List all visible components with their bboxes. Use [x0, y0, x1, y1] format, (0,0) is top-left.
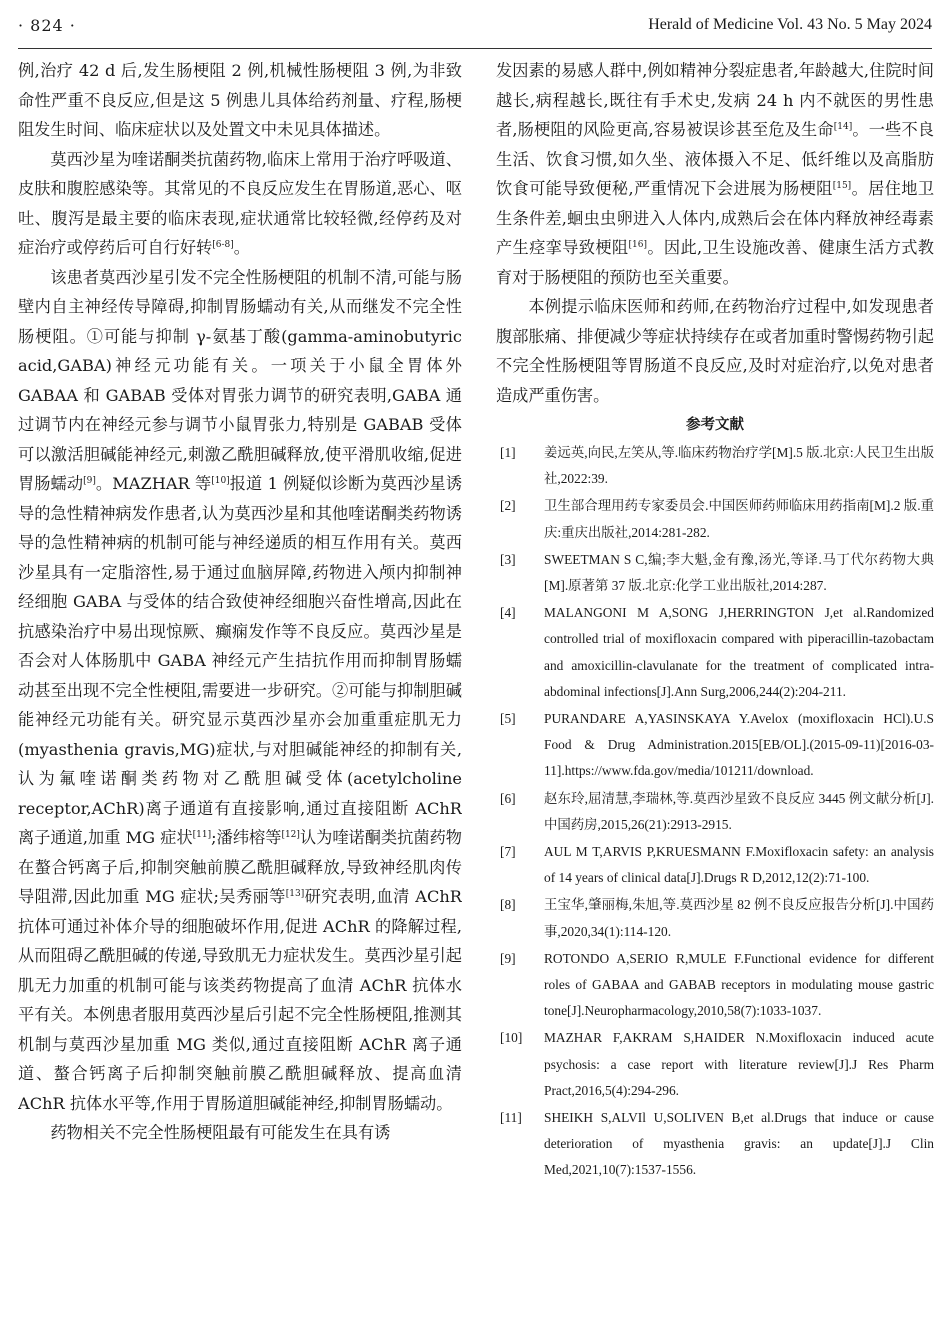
reference-item: [496, 600, 934, 705]
paragraph: 发因素的易感人群中,例如精神分裂症患者,年龄越大,住院时间越长,病程越长,既往有手术史,发病 24 h 内不就医的男性患者,肠梗阻的风险更高,容易被误诊甚至危及生命[14]。一些不良生活、饮食习惯,如久坐、液体摄入不足、低纤维以及高脂肪饮食可能导致便秘,严重情况下会进展为肠梗阻[15]。居住地卫生条件差,蛔虫虫卵进入人体内,成熟后会在体内释放神经毒素产生痉挛导致梗阻[16]。因此,卫生设施改善、健康生活方式教育对于肠梗阻的预防也至关重要。: [496, 61, 934, 287]
reference-item: [496, 547, 934, 599]
reference-number: [7]: [500, 844, 516, 860]
reference-text: 卫生部合理用药专家委员会.中国医师药师临床用药指南[M].2 版.重庆:重庆出版社,2014:281-282.: [544, 498, 934, 540]
page-header: [18, 10, 932, 49]
reference-number: [4]: [500, 605, 516, 621]
reference-item: [496, 706, 934, 785]
reference-number: [1]: [500, 445, 516, 460]
reference-text: SHEIKH S,ALVIl U,SOLIVEN B,et al.Drugs that induce or cause deterioration of myasthenia gravis: an update[J].J Clin Med,2021,10(7):1537-1556.: [544, 1110, 934, 1178]
reference-item: [496, 892, 934, 944]
citation-marker: [6-8]: [212, 240, 234, 250]
reference-text: MALANGONI M A,SONG J,HERRINGTON J,et al.Randomized controlled trial of moxifloxacin compared with piperacillin-tazobactam and amoxicillin-clavulanate for the treatment of complicated intra-abdominal infections[J].Ann Surg,2006,244(2):204-211.: [544, 605, 934, 699]
citation-marker: [12]: [281, 830, 300, 840]
journal-title: Herald of Medicine Vol. 43 No. 5 May 2024: [648, 16, 932, 33]
reference-number: [8]: [500, 897, 516, 913]
citation-marker: [10]: [211, 476, 230, 486]
reference-number: [5]: [500, 711, 516, 727]
reference-list: [496, 440, 934, 1184]
paragraph: 该患者莫西沙星引发不完全性肠梗阻的机制不清,可能与肠壁内自主神经传导障碍,抑制胃肠蠕动有关,从而继发不完全性肠梗阻。①可能与抑制 γ-氨基丁酸(gamma-aminobutyric acid,GABA)神经元功能有关。一项关于小鼠全胃体外 GABAA 和 GABAB 受体对胃张力调节的研究表明,GABA 通过调节内在神经元参与调节小鼠胃张力,特别是 GABAB 受体可以激活胆碱能神经元,刺激乙酰胆碱释放,使平滑肌收缩,促进胃肠蠕动[9]。MAZHAR 等[10]报道 1 例疑似诊断为莫西沙星诱导的急性精神病发作患者,认为莫西沙星和其他喹诺酮类药物诱导的急性精神病的机制可能与神经递质的相互作用有关。莫西沙星具有一定脂溶性,易于通过血脑屏障,药物进入颅内抑制神经细胞 GABA 与受体的结合致使神经细胞兴奋性增高,因此在抗感染治疗中易出现惊厥、癫痫发作等不良反应。莫西沙星是否会对人体肠肌中 GABA 神经元产生拮抗作用而抑制胃肠蠕动甚至出现不完全性梗阻,需要进一步研究。②可能与抑制胆碱能神经元功能有关。研究显示莫西沙星亦会加重重症肌无力(myasthenia gravis,MG)症状,与对胆碱能神经的抑制有关,认为氟喹诺酮类药物对乙酰胆碱受体(acetylcholine receptor,AChR)离子通道有直接影响,通过直接阻断 AChR 离子通道,加重 MG 症状[11];潘纬榕等[12]认为喹诺酮类抗菌药物在螯合钙离子后,抑制突触前膜乙酰胆碱释放,导致神经肌肉传导阻滞,因此加重 MG 症状;吴秀丽等[13]研究表明,血清 AChR 抗体可通过补体介导的细胞破坏作用,促进 AChR 的降解过程,从而阻碍乙酰胆碱的传递,导致肌无力症状发生。莫西沙星引起肌无力加重的机制可能与该类药物提高了血清 AChR 抗体水平有关。本例患者服用莫西沙星后引起不完全性肠梗阻,推测其机制与莫西沙星加重 MG 类似,通过直接阻断 AChR 离子通道、螯合钙离子后抑制突触前膜乙酰胆碱释放、提高血清 AChR 抗体水平等,作用于胃肠道胆碱能神经,抑制胃肠蠕动。: [18, 267, 462, 1113]
citation-marker: [16]: [628, 240, 647, 250]
citation-marker: [14]: [833, 122, 853, 132]
reference-item: [496, 786, 934, 838]
reference-text: AUL M T,ARVIS P,KRUESMANN F.Moxifloxacin safety: an analysis of 14 years of clinical data[J].Drugs R D,2012,12(2):71-100.: [544, 844, 934, 886]
reference-item: [496, 946, 934, 1025]
paragraph: 药物相关不完全性肠梗阻最有可能发生在具有诱: [50, 1123, 391, 1142]
citation-marker: [11]: [192, 830, 212, 840]
references-heading: 参考文献: [686, 417, 744, 433]
reference-number: [6]: [500, 790, 516, 806]
right-column: [496, 56, 934, 1326]
paragraph: 本例提示临床医师和药师,在药物治疗过程中,如发现患者腹部胀痛、排便减少等症状持续存在或者加重时警惕药物引起不完全性肠梗阻等胃肠道不良反应,及时对症治疗,以免对患者造成严重伤害。: [496, 297, 934, 405]
reference-number: [3]: [500, 551, 516, 567]
reference-number: [2]: [500, 498, 516, 514]
page-number: · 824 ·: [18, 16, 76, 35]
reference-text: 姜远英,向民,左笑从,等.临床药物治疗学[M].5 版.北京:人民卫生出版社,2022:39.: [544, 445, 934, 487]
paragraph: 例,治疗 42 d 后,发生肠梗阻 2 例,机械性肠梗阻 3 例,为非致命性严重不良反应,但是这 5 例患儿具体给药剂量、疗程,肠梗阻发生时间、临床症状以及处置文中未见具体描述。: [18, 61, 462, 139]
reference-number: [9]: [500, 950, 516, 966]
reference-item: [496, 440, 934, 492]
citation-marker: [15]: [832, 181, 852, 191]
reference-number: [11]: [500, 1110, 522, 1126]
citation-marker: [13]: [285, 889, 305, 899]
reference-text: SWEETMAN S C,编;李大魁,金有豫,汤光,等译.马丁代尔药物大典[M].原著第 37 版.北京:化学工业出版社,2014:287.: [544, 551, 934, 594]
reference-item: [496, 839, 934, 891]
reference-text: PURANDARE A,YASINSKAYA Y.Avelox (moxifloxacin HCl).U.S Food & Drug Administration.2015[EB/OL].(2015-09-11)[2016-03-11].https://www.fda.gov/media/101211/download.: [544, 711, 934, 779]
citation-marker: [9]: [83, 476, 96, 486]
reference-item: [496, 1105, 934, 1184]
left-column: [18, 56, 462, 1326]
reference-item: [496, 493, 934, 545]
reference-text: MAZHAR F,AKRAM S,HAIDER N.Moxifloxacin induced acute psychosis: a case report with literature review[J].J Res Pharm Pract,2016,5(4):294-296.: [544, 1030, 934, 1098]
paragraph: 莫西沙星为喹诺酮类抗菌药物,临床上常用于治疗呼吸道、皮肤和腹腔感染等。其常见的不良反应发生在胃肠道,恶心、呕吐、腹泻是最主要的临床表现,症状通常比较轻微,经停药及对症治疗或停药后可自行好转[6-8]。: [18, 149, 462, 257]
reference-text: 王宝华,肇丽梅,朱旭,等.莫西沙星 82 例不良反应报告分析[J].中国药事,2020,34(1):114-120.: [544, 897, 934, 939]
reference-text: 赵东玲,屈清慧,李瑞林,等.莫西沙星致不良反应 3445 例文献分析[J].中国药房,2015,26(21):2913-2915.: [544, 790, 934, 832]
reference-text: ROTONDO A,SERIO R,MULE F.Functional evidence for different roles of GABAA and GABAB receptors in modulating mouse gastric tone[J].Neuropharmacology,2010,58(7):1033-1037.: [544, 950, 934, 1019]
reference-item: [496, 1025, 934, 1104]
reference-number: [10]: [500, 1030, 523, 1046]
